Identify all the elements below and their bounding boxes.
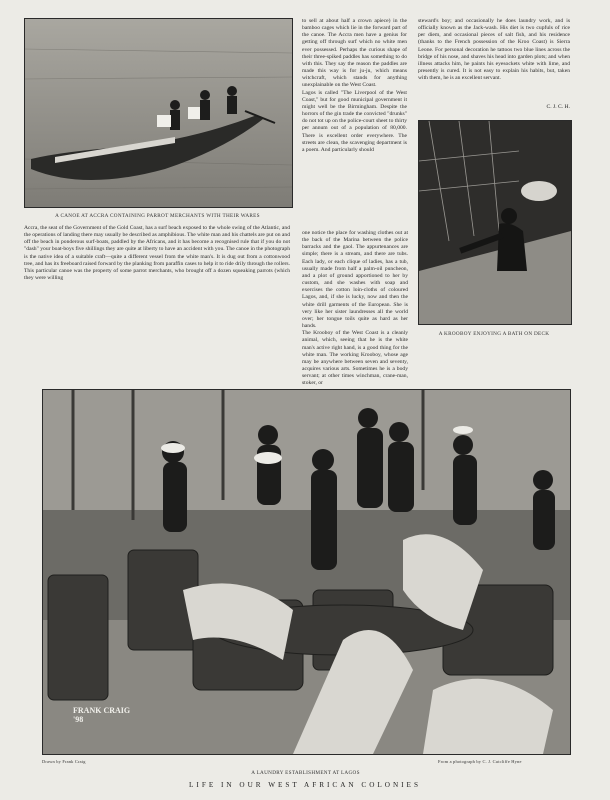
- column-left-text: Accra, the seat of the Government of the Gold Coast, has a surf beach exposed to the whole swing of the Atlantic, and the operations of landing there may usually be described as amphibious. The white man and his chattels are put on and off the beach in ponderous surf-boats, paddled by the Africans, and it has become a recognised rule that if you do not "dash" your boat-boys five shillings they are quite at liberty to have an accident with you. The canoe in the photograph is the native idea of a suitable craft—quite a different vessel from the white man's. It is dug out from a cottonwood tree, and has its freeboard raised forward by the planking from paraffin cases to help it to ride drily through the rollers. This particular canoe was the property of some parrot merchants, who brought off a dozen squeaking parrots (which they were willing: [24, 225, 290, 282]
- laundry-illustration: [42, 389, 571, 755]
- article-column-middle-bottom: [302, 230, 408, 387]
- canoe-caption: A CANOE AT ACCRA CONTAINING PARROT MERCHANTS WITH THEIR WARES: [55, 213, 260, 219]
- column-middle-top-text: to sell at about half a crown apiece) in the bamboo cages which lie in the forward part of the canoe. The Accra men have a genius for getting off through surf which no white men ever possessed. Perhaps the curious shape of their three-spiked paddles has something to do with this. They say the reason the paddles are made this way is for ju-ju, which means witchcraft, which stands for anything unexplainable on the West Coast. Lagos is called "The Liverpool of the West Coast," but for good municipal government it might well be the Birmingham. Despite the horrors of the gin trade the convicted "drunks" do not tot up on the police-court sheet to thirty per annum out of a population of 80,000. There is excellent order everywhere. The streets are clean, the scavenging department is a poem. And particularly should: [302, 18, 407, 153]
- canoe-photo: [24, 18, 293, 208]
- column-middle-bottom-text: one notice the place for washing clothes out at the back of the Marina between the police barracks and the gaol. The appurtenances are simple; there is a stream, and there are tubs. Each lady, or each clique of ladies, has a tub, usually made from half a palm-oil puncheon, and a plot of ground apportioned to her by custom, and she washes with soap and exercises the cotton loin-cloths of coloured Lagos, and, if she is lucky, now and then the white drill garments of the European. She is very like her sister laundresses all the world over; her tongue toils quite as hard as her hands. The Krooboy of the West Coast is a cleanly animal, which, seeing that he is the white man's active right hand, is a good thing for the white man. The working Krooboy, whose age may be anywhere between seven and seventy, acquires various arts. Sometimes he is a body servant; at other times winchman, crane-man, stoker, or: [302, 230, 408, 387]
- author-signoff: C. J. C. H.: [546, 104, 570, 110]
- krooboy-caption: A KROOBOY ENJOYING A BATH ON DECK: [438, 331, 550, 337]
- artist-signature: FRANK CRAIG '98: [73, 706, 131, 724]
- column-right-text: steward's boy; and occasionally he does laundry work, and is officially known as the Jack-wash. His diet is two cupfuls of rice per diem, and occasional pieces of salt fish, and his residence (thanks to the French possession of the Kroo Coast) is Sierra Leone. For personal decoration he tattoos two blue lines across the bridge of his nose, and shaves his head into garden plots; and when illness attacks him, he paints his eyesockets white with lime, and presently is cured. It is not easy to explain his habits, but, taken with them, he is an excellent servant.: [418, 18, 570, 82]
- laundry-caption: A LAUNDRY ESTABLISHMENT AT LAGOS: [251, 770, 360, 776]
- credit-right: From a photograph by C. J. Cutcliffe Hyne: [438, 759, 522, 764]
- credit-left: Drawn by Frank Craig: [42, 759, 86, 764]
- article-title: LIFE IN OUR WEST AFRICAN COLONIES: [189, 781, 421, 789]
- krooboy-photo: [418, 120, 572, 325]
- article-column-middle-top: [302, 18, 407, 225]
- article-column-left: [24, 225, 290, 373]
- article-column-right: [418, 18, 570, 104]
